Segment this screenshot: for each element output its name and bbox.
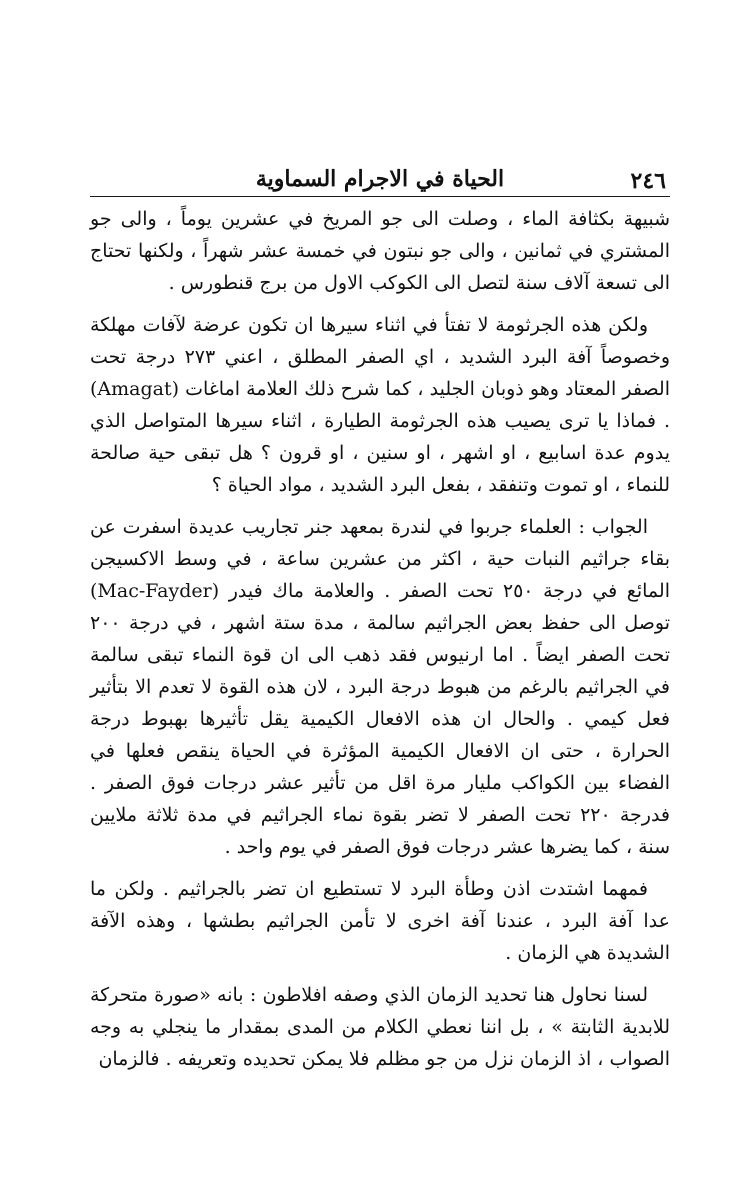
paragraph-continuation: شبيهة بكثافة الماء ، وصلت الى جو المريخ في عشرين يوماً ، والى جو المشتري في ثمانين ، والى جو نبتون في خمسة عشر شهراً ، ولكنها تحتاج الى تسعة آلاف سنة لتصل الى الكوكب الاول من برج قنطورس .	[90, 208, 670, 294]
page-number: ٢٤٦	[630, 168, 666, 194]
paragraph-time-hazard: فمهما اشتدت اذن وطأة البرد لا تستطيع ان تضر بالجراثيم . ولكن ما عدا آفة البرد ، عندنا آفة اخرى لا تأمن الجراثيم بطشها ، وهذه الآفة الشديدة هي الزمان .	[90, 878, 670, 964]
paragraph-time-definition: لسنا نحاول هنا تحديد الزمان الذي وصفه افلاطون : بانه «صورة متحركة للابدية الثابتة » ، بل اننا نعطي الكلام من المدى بمقدار ما ينجلي به وجه الصواب ، اذ الزمان نزل من جو مظلم فلا يمكن تحديده وتعريفه . فالزمان	[90, 984, 670, 1070]
paragraph-answer: الجواب : العلماء جربوا في لندرة بمعهد جنر تجاريب عديدة اسفرت عن بقاء جراثيم النبات حية ، اكثر من عشرين ساعة ، في وسط الاكسيجن المائع في درجة ٢٥٠ تحت الصفر . والعلامة ماك فيدر (Mac-Fayder) توصل الى حفظ بعض الجراثيم سالمة ، مدة ستة اشهر ، في درجة ٢٠٠ تحت الصفر ايضاً . اما ارنيوس فقد ذهب الى ان قوة النماء تبقى سالمة في الجراثيم بالرغم من هبوط درجة البرد ، لان هذه القوة لا تعدم الا بتأثير فعل كيمي . والحال ان هذه الافعال الكيمية يقل تأثيرها بهبوط درجة الحرارة ، حتى ان الافعال الكيمية المؤثرة في الحياة ينقص فعلها في الفضاء بين الكواكب مليار مرة اقل من تأثير عشر درجات فوق الصفر . فدرجة ٢٢٠ تحت الصفر لا تضر بقوة نماء الجراثيم في مدة ثلاثة ملايين سنة ، كما يضرها عشر درجات فوق الصفر في يوم واحد .	[90, 516, 670, 858]
paragraph-cold-hazard: ولكن هذه الجرثومة لا تفتأ في اثناء سيرها ان تكون عرضة لآفات مهلكة وخصوصاً آفة البرد الشديد ، اي الصفر المطلق ، اعني ٢٧٣ درجة تحت الصفر المعتاد وهو ذوبان الجليد ، كما شرح ذلك العلامة اماغات (Amagat) . فماذا يا ترى يصيب هذه الجرثومة الطيارة ، اثناء سيرها المتواصل الذي يدوم عدة اسابيع ، او اشهر ، او سنين ، او قرون ؟ هل تبقى حية صالحة للنماء ، او تموت وتنفقد ، بفعل البرد الشديد ، مواد الحياة ؟	[90, 314, 670, 496]
running-header	[90, 160, 670, 197]
book-page	[90, 160, 670, 1085]
header-title: الحياة في الاجرام السماوية	[255, 166, 505, 192]
